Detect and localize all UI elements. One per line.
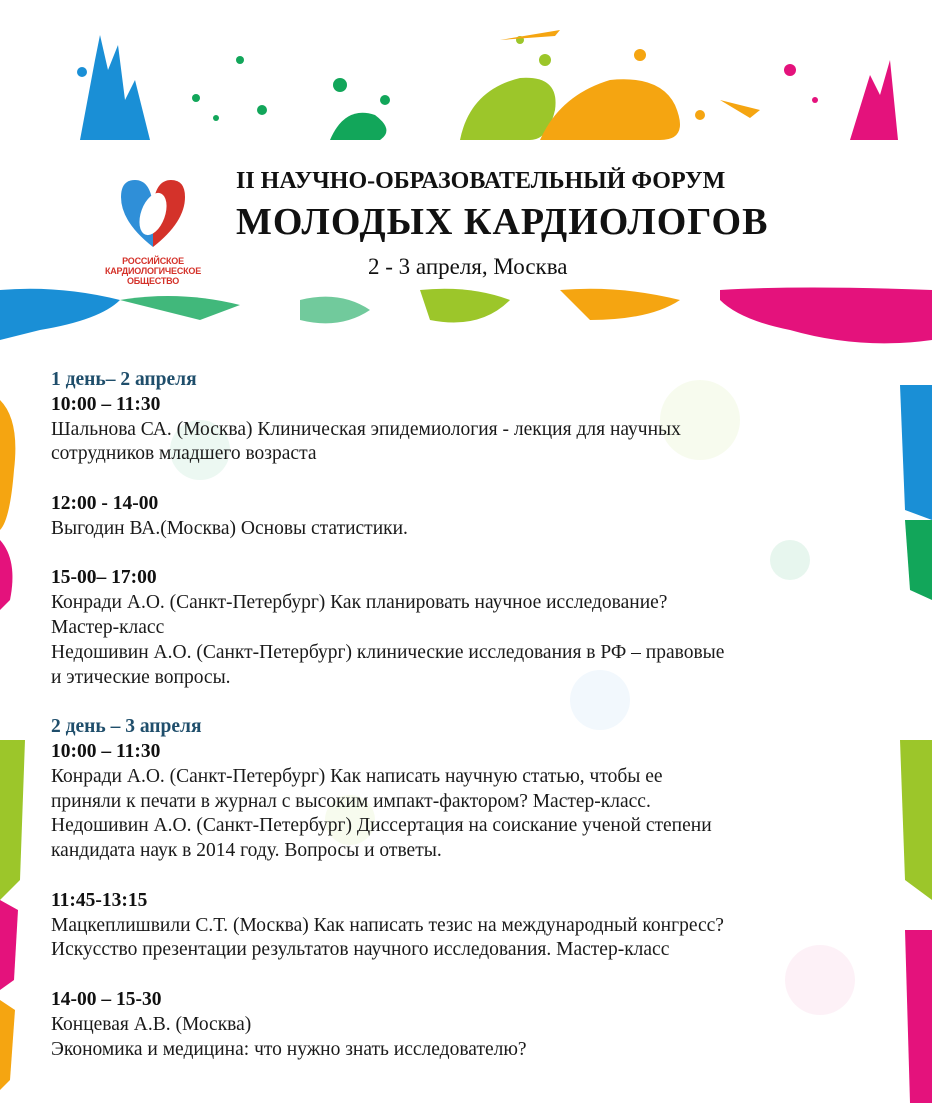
session-line: Конради А.О. (Санкт-Петербург) Как планировать научное исследование? (51, 592, 668, 614)
session-time: 14-00 – 15-30 (51, 988, 162, 1010)
session-line: Концевая А.В. (Москва) (51, 1013, 252, 1035)
session-line: Шальнова СА. (Москва) Клиническая эпидемиология - лекция для научных (51, 418, 681, 440)
logo-line: РОССИЙСКОЕ (122, 256, 184, 266)
session-time: 10:00 – 11:30 (51, 393, 161, 415)
heart-logo-icon (113, 172, 193, 252)
session-line: Экономика и медицина: что нужно знать исследователю? (51, 1038, 527, 1060)
logo-line: ОБЩЕСТВО (126, 276, 180, 286)
day-heading: 1 день– 2 апреля (51, 369, 197, 390)
forum-dates: 2 - 3 апреля, Москва (368, 254, 568, 279)
session-line: Искусство презентации результатов научного исследования. Мастер-класс (51, 939, 670, 961)
program (51, 368, 911, 1062)
session-line: сотрудников младшего возраста (51, 443, 317, 465)
session-time: 11:45-13:15 (51, 889, 148, 911)
top-splashes (77, 30, 898, 140)
session-line: Конради А.О. (Санкт-Петербург) Как написать научную статью, чтобы ее (51, 765, 663, 787)
session-line: Мацкеплишвили С.Т. (Москва) Как написать тезис на международный конгресс? (51, 914, 724, 936)
session-time: 10:00 – 11:30 (51, 740, 161, 762)
day-heading: 2 день – 3 апреля (51, 716, 202, 738)
forum-subtitle: II НАУЧНО-ОБРАЗОВАТЕЛЬНЫЙ ФОРУМ (236, 168, 726, 194)
logo-line: КАРДИОЛОГИЧЕСКОЕ (104, 266, 202, 276)
session-line: кандидата наук в 2014 году. Вопросы и ответы. (51, 840, 442, 862)
session-line: и этические вопросы. (51, 666, 231, 688)
session-line: Недошивин А.О. (Санкт-Петербург) клинические исследования в РФ – правовые (51, 641, 725, 663)
session-line: приняли к печати в журнал с высоким импакт-фактором? Мастер-класс. (51, 790, 651, 812)
session-time: 12:00 - 14-00 (51, 492, 159, 514)
session-time: 15-00– 17:00 (51, 567, 157, 589)
session-line: Выгодин ВА.(Москва) Основы статистики. (51, 517, 408, 539)
forum-title: МОЛОДЫХ КАРДИОЛОГОВ (236, 201, 769, 243)
logo (88, 172, 218, 287)
session-line: Мастер-класс (51, 616, 165, 638)
session-line: Недошивин А.О. (Санкт-Петербург) Диссертация на соискание ученой степени (51, 815, 712, 837)
